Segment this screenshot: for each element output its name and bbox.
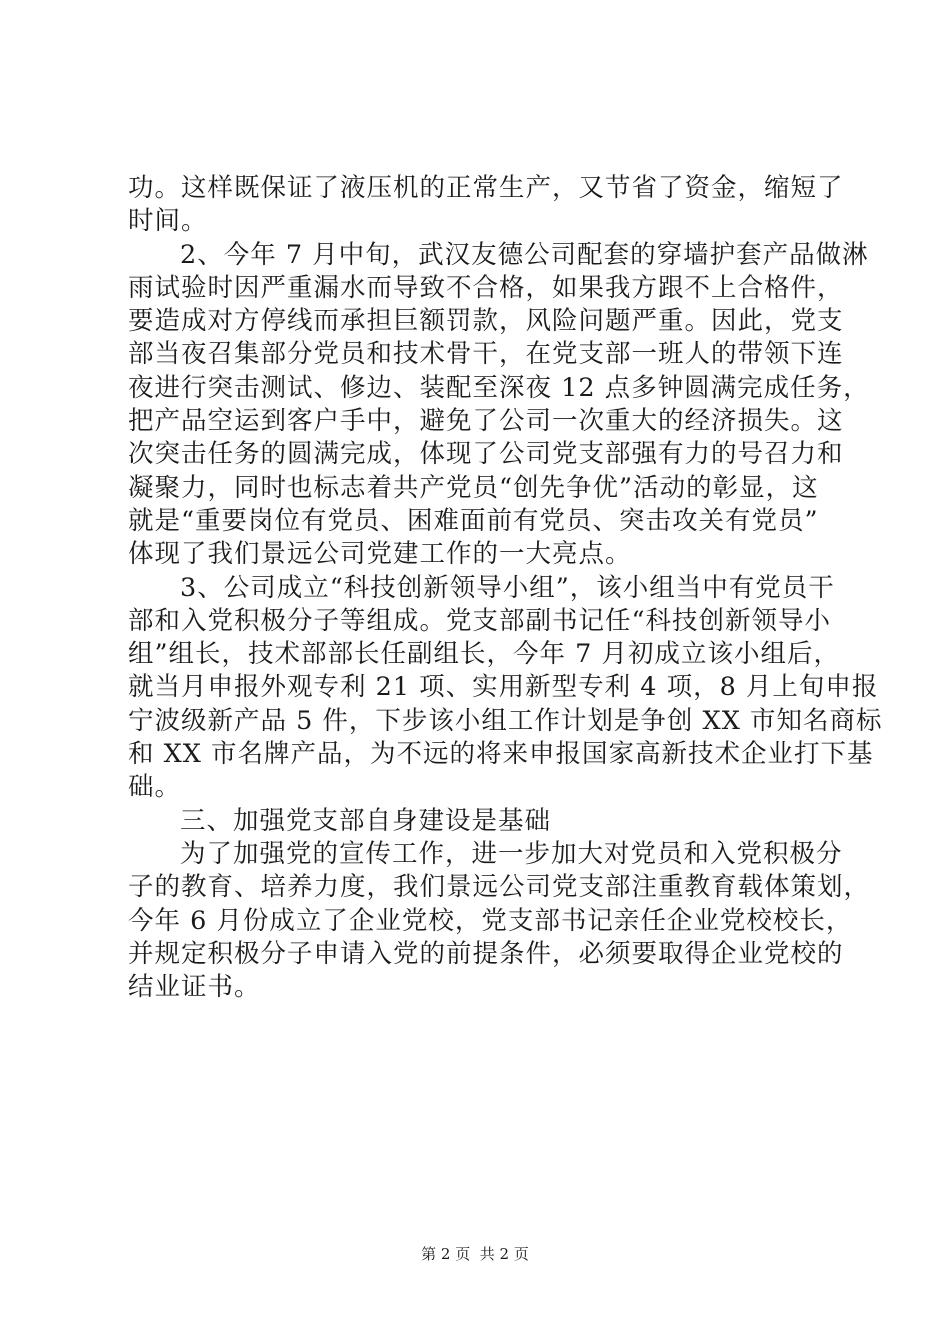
body-line: 时间。	[128, 206, 208, 237]
body-line: 宁波级新产品 5 件，下步该小组工作计划是争创 XX 市知名商标	[128, 705, 883, 736]
body-line: 雨试验时因严重漏水而导致不合格，如果我方跟不上合格件，	[128, 272, 844, 303]
body-line: 今年 6 月份成立了企业党校，党支部书记亲任企业党校校长，	[128, 905, 853, 936]
body-line: 结业证书。	[128, 972, 261, 1003]
body-line: 为了加强党的宣传工作，进一步加大对党员和入党积极分	[180, 838, 843, 869]
body-line: 要造成对方停线而承担巨额罚款，风险问题严重。因此，党支	[128, 306, 844, 337]
body-line: 就是“重要岗位有党员、困难面前有党员、突击攻关有党员”	[128, 505, 819, 536]
body-line: 3、公司成立“科技创新领导小组”，该小组当中有党员干	[180, 572, 835, 603]
body-line: 组”组长，技术部部长任副组长，今年 7 月初成立该小组后，	[128, 639, 840, 670]
body-line: 凝聚力，同时也标志着共产党员“创先争优”活动的彰显，这	[128, 472, 819, 503]
body-line: 把产品空运到客户手中，避免了公司一次重大的经济损失。这	[128, 406, 844, 437]
body-line: 部当夜召集部分党员和技术骨干，在党支部一班人的带领下连	[128, 339, 844, 370]
document-body	[128, 172, 883, 1004]
body-line: 夜进行突击测试、修边、装配至深夜 12 点多钟圆满完成任务，	[128, 372, 870, 403]
page-number-footer: 第 2 页 共 2 页	[421, 1245, 529, 1263]
section-heading: 三、加强党支部自身建设是基础	[180, 805, 552, 836]
body-line: 就当月申报外观专利 21 项、实用新型专利 4 项，8 月上旬申报	[128, 672, 879, 703]
body-line: 2、今年 7 月中旬，武汉友德公司配套的穿墙护套产品做淋	[180, 239, 869, 270]
body-line: 子的教育、培养力度，我们景远公司党支部注重教育载体策划，	[128, 872, 871, 903]
body-line: 并规定积极分子申请入党的前提条件，必须要取得企业党校的	[128, 938, 844, 969]
body-line: 次突击任务的圆满完成，体现了公司党支部强有力的号召力和	[128, 439, 844, 470]
body-line: 础。	[128, 772, 182, 803]
body-line: 部和入党积极分子等组成。党支部副书记任“科技创新领导小	[128, 605, 832, 636]
body-line: 体现了我们景远公司党建工作的一大亮点。	[128, 539, 632, 570]
body-line: 功。这样既保证了液压机的正常生产，又节省了资金，缩短了	[128, 173, 844, 203]
body-line: 和 XX 市名牌产品，为不远的将来申报国家高新技术企业打下基	[128, 739, 874, 770]
